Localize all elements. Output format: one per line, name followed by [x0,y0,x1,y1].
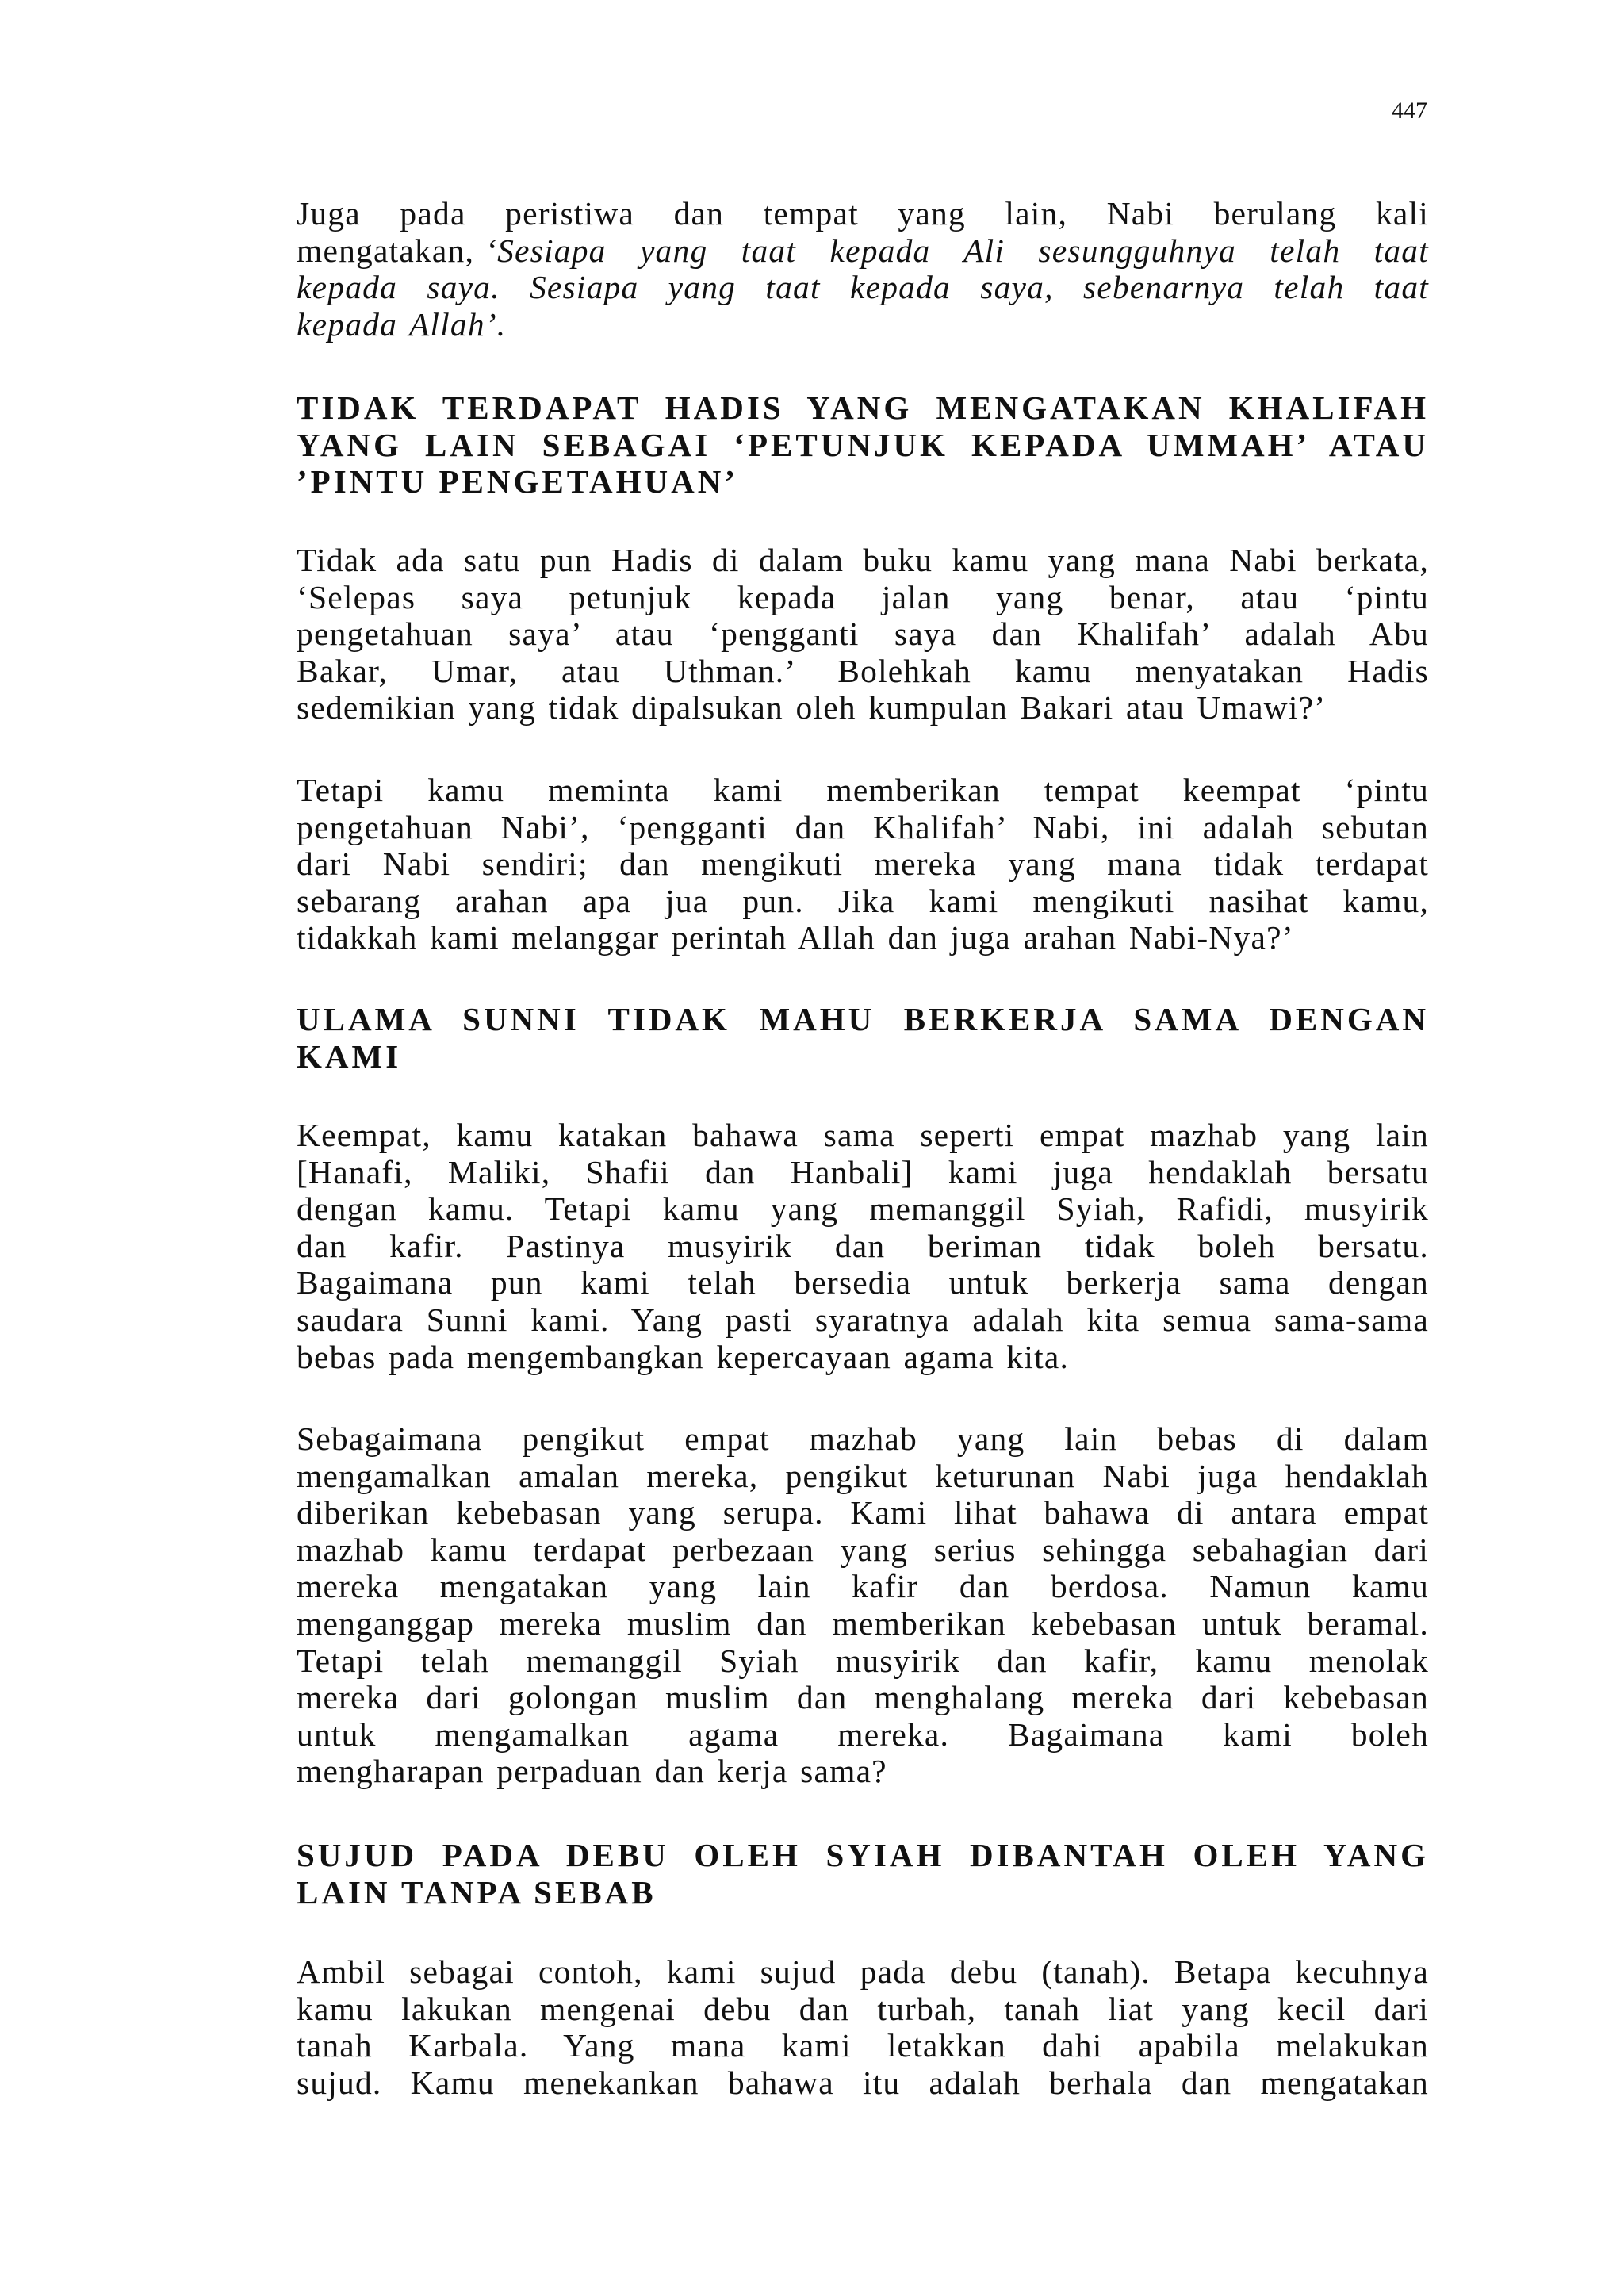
text-line [297,232,1429,270]
heading-line: LAIN TANPA SEBAB [297,1873,657,1911]
text-line: ‘Selepas saya petunjuk kepada jalan yang benar, atau ‘pintu [297,578,1429,615]
text-line: dari Nabi sendiri; dan mengikuti mereka yang mana tidak terdapat [297,845,1429,883]
heading-line: YANG LAIN SEBAGAI ‘PETUNJUK KEPADA UMMAH’ ATAU [297,426,1429,463]
text-line: Keempat, kamu katakan bahawa sama seperti empat mazhab yang lain [297,1117,1429,1153]
text-line: untuk mengamalkan agama mereka. Bagaimana kami boleh [297,1715,1429,1753]
text-line: Sebagaimana pengikut empat mazhab yang lain bebas di dalam [297,1420,1429,1457]
paragraph-sujud [297,1953,1429,2101]
quote-italic: kepada saya. Sesiapa yang taat kepada saya, sebenarnya telah taat [297,269,1429,306]
paragraph-no-hadith [297,542,1429,726]
text-line: diberikan kebebasan yang serupa. Kami lihat bahawa di antara empat [297,1494,1429,1531]
text-line: Tetapi kamu meminta kami memberikan tempat keempat ‘pintu [297,772,1429,808]
text-line: Tidak ada satu pun Hadis di dalam buku kamu yang mana Nabi berkata, [297,542,1429,578]
text-line: Tetapi telah memanggil Syiah musyirik dan kafir, kamu menolak [297,1642,1429,1679]
paragraph-four-madhab [297,1117,1429,1375]
text-line: tidakkah kami melanggar perintah Allah dan juga arahan Nabi-Nya?’ [297,919,1294,956]
text-line: menganggap mereka muslim dan memberikan kebebasan untuk beramal. [297,1604,1429,1642]
text-line: sujud. Kamu menekankan bahawa itu adalah berhala dan mengatakan [297,2064,1429,2101]
section-heading-1 [297,389,1429,500]
text-line: kamu lakukan mengenai debu dan turbah, tanah liat yang kecil dari [297,1990,1429,2027]
text-line: saudara Sunni kami. Yang pasti syaratnya adalah kita semua sama-sama [297,1301,1429,1338]
text-line: Bakar, Umar, atau Uthman.’ Bolehkah kamu menyatakan Hadis [297,652,1429,689]
text-line: bebas pada mengembangkan kepercayaan agama kita. [297,1338,1070,1375]
text-line: mengharapan perpaduan dan kerja sama? [297,1753,887,1790]
text-line: mereka mengatakan yang lain kafir dan berdosa. Namun kamu [297,1568,1429,1605]
text-line: Ambil sebagai contoh, kami sujud pada debu (tanah). Betapa kecuhnya [297,1953,1429,1990]
heading-line: KAMI [297,1037,402,1075]
paragraph-fourth-place [297,772,1429,956]
text-line: mengamalkan amalan mereka, pengikut keturunan Nabi juga hendaklah [297,1457,1429,1494]
text-line: dengan kamu. Tetapi kamu yang memanggil Syiah, Rafidi, musyirik [297,1190,1429,1228]
text-line: tanah Karbala. Yang mana kami letakkan dahi apabila melakukan [297,2027,1429,2064]
paragraph-freedom [297,1420,1429,1790]
page-number: 447 [1392,98,1427,124]
paragraph-nabi-statement [297,195,1429,343]
quote-italic: kepada Allah’. [297,305,507,343]
text-line: Bagaimana pun kami telah bersedia untuk berkerja sama dengan [297,1264,1429,1301]
text-line: pengetahuan Nabi’, ‘pengganti dan Khalifah’ Nabi, ini adalah sebutan [297,808,1429,845]
section-heading-2 [297,1001,1429,1075]
heading-line: TIDAK TERDAPAT HADIS YANG MENGATAKAN KHALIFAH [297,389,1429,426]
text-line: Juga pada peristiwa dan tempat yang lain, Nabi berulang kali [297,195,1429,232]
text-line-plain: mengatakan, [297,232,475,269]
text-line: mereka dari golongan muslim dan menghalang mereka dari kebebasan [297,1679,1429,1716]
section-heading-3 [297,1837,1429,1911]
quote-italic: ‘Sesiapa yang taat kepada Ali sesungguhnya telah taat [485,232,1429,269]
text-line: sebarang arahan apa jua pun. Jika kami mengikuti nasihat kamu, [297,882,1429,919]
heading-line: ULAMA SUNNI TIDAK MAHU BERKERJA SAMA DENGAN [297,1001,1429,1037]
text-line: pengetahuan saya’ atau ‘pengganti saya dan Khalifah’ adalah Abu [297,615,1429,653]
text-line: sedemikian yang tidak dipalsukan oleh kumpulan Bakari atau Umawi?’ [297,689,1327,726]
text-line: dan kafir. Pastinya musyirik dan beriman tidak boleh bersatu. [297,1227,1429,1264]
text-line: [Hanafi, Maliki, Shafii dan Hanbali] kami juga hendaklah bersatu [297,1153,1429,1190]
text-line: mazhab kamu terdapat perbezaan yang serius sehingga sebahagian dari [297,1531,1429,1568]
heading-line: ’PINTU PENGETAHUAN’ [297,463,738,500]
heading-line: SUJUD PADA DEBU OLEH SYIAH DIBANTAH OLEH YANG [297,1837,1429,1873]
